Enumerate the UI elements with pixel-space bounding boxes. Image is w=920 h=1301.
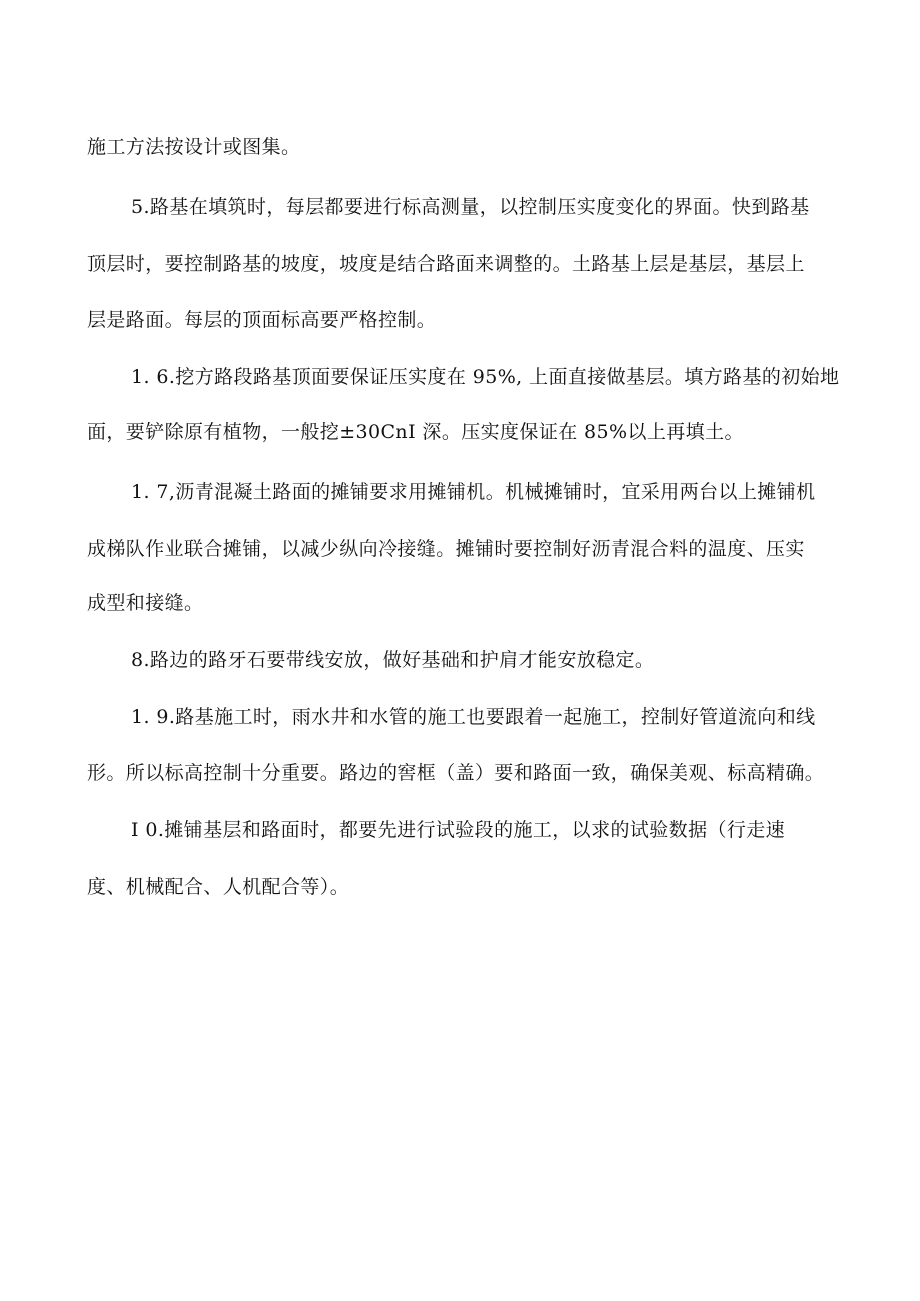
paragraph-line-13: I 0.摊铺基层和路面时，都要先进行试验段的施工，以求的试验数据（行走速	[131, 819, 786, 841]
paragraph-line-2: 5.路基在填筑时，每层都要进行标高测量，以控制压实度变化的界面。快到路基	[131, 196, 810, 218]
paragraph-line-7: 1. 7,沥青混凝土路面的摊铺要求用摊铺机。机械摊铺时，宜采用两台以上摊铺机	[131, 481, 816, 503]
paragraph-line-6: 面，要铲除原有植物，一般挖±30CnI 深。压实度保证在 85%以上再填土。	[87, 421, 744, 443]
paragraph-line-8: 成梯队作业联合摊铺，以减少纵向冷接缝。摊铺时要控制好沥青混合料的温度、压实	[87, 538, 805, 560]
paragraph-line-11: 1. 9.路基施工时，雨水井和水管的施工也要跟着一起施工，控制好管道流向和线	[131, 706, 816, 728]
paragraph-line-9: 成型和接缝。	[87, 592, 204, 614]
paragraph-line-3: 顶层时，要控制路基的坡度，坡度是结合路面来调整的。土路基上层是基层，基层上	[87, 253, 805, 275]
paragraph-line-12: 形。所以标高控制十分重要。路边的窖框（盖）要和路面一致，确保美观、标高精确。	[87, 762, 825, 784]
paragraph-line-4: 层是路面。每层的顶面标高要严格控制。	[87, 309, 437, 331]
paragraph-line-10: 8.路边的路牙石要带线安放，做好基础和护肩才能安放稳定。	[131, 649, 655, 671]
paragraph-line-1: 施工方法按设计或图集。	[87, 136, 301, 158]
paragraph-line-5: 1. 6.挖方路段路基顶面要保证压实度在 95%, 上面直接做基层。填方路基的初始地	[131, 366, 840, 388]
paragraph-line-14: 度、机械配合、人机配合等）。	[87, 876, 350, 898]
